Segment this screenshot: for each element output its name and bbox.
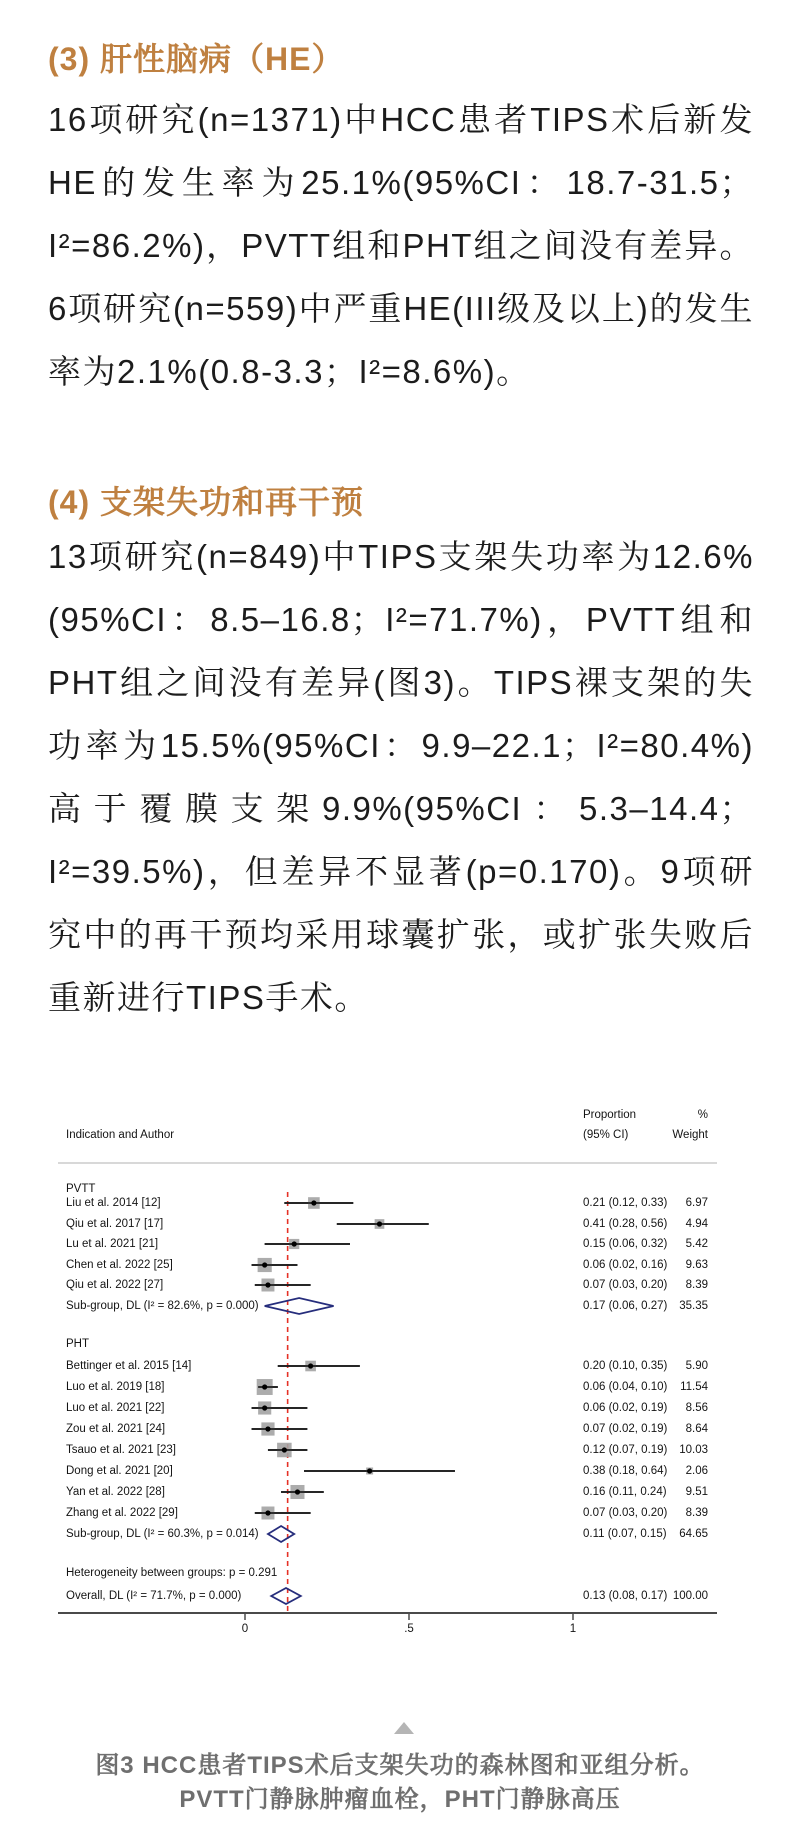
study-ci-value: 0.07 (0.03, 0.20) bbox=[583, 1507, 668, 1519]
section-heading-4: (4) 支架失功和再干预 bbox=[48, 484, 365, 520]
study-label: Zhang et al. 2022 [29] bbox=[66, 1507, 178, 1519]
study-weight: 5.42 bbox=[685, 1238, 708, 1250]
study-weight: 8.39 bbox=[685, 1507, 708, 1519]
study-weight: 6.97 bbox=[685, 1197, 708, 1209]
study-ci-value: 0.07 (0.02, 0.19) bbox=[583, 1423, 668, 1435]
study-ci-value: 0.15 (0.06, 0.32) bbox=[583, 1238, 668, 1250]
forest-plot-figure bbox=[0, 1105, 800, 1665]
study-label: Zou et al. 2021 [24] bbox=[66, 1423, 166, 1435]
pooled-ci-value: 0.11 (0.07, 0.15) bbox=[583, 1528, 667, 1540]
study-label: Luo et al. 2019 [18] bbox=[66, 1381, 165, 1393]
study-weight: 8.64 bbox=[685, 1423, 708, 1435]
group-label: PVTT bbox=[66, 1183, 96, 1195]
study-label: Lu et al. 2021 [21] bbox=[66, 1238, 159, 1250]
study-ci-value: 0.12 (0.07, 0.19) bbox=[583, 1444, 668, 1456]
study-label: Qiu et al. 2022 [27] bbox=[66, 1279, 164, 1291]
axis-tick-label: 1 bbox=[569, 1623, 577, 1635]
column-header-proportion: Proportion bbox=[583, 1109, 637, 1121]
column-header-author: Indication and Author bbox=[66, 1129, 175, 1141]
subgroup-label: Sub-group, DL (I² = 60.3%, p = 0.014) bbox=[66, 1528, 259, 1540]
paragraph-he: 16项研究(n=1371)中HCC患者TIPS术后新发HE的发生率为25.1%(95%CI：18.7-31.5；I²=86.2%)，PVTT组和PHT组之间没有差异。6项研究(n=559)中严重HE(III级及以上)的发生率为2.1%(0.8-3.3；I²=8.6%)。 bbox=[48, 101, 754, 390]
column-header-percent: % bbox=[697, 1109, 708, 1121]
study-ci-value: 0.38 (0.18, 0.64) bbox=[583, 1465, 668, 1477]
study-ci-value: 0.21 (0.12, 0.33) bbox=[583, 1197, 668, 1209]
paragraph-stent: 13项研究(n=849)中TIPS支架失功率为12.6%(95%CI：8.5–16.8；I²=71.7%)，PVTT组和PHT组之间没有差异(图3)。TIPS裸支架的失功率为15.5%(95%CI：9.9–22.1；I²=80.4%)高于覆膜支架9.9%(95%CI：5.3–14.4；I²=39.5%)，但差异不显著(p=0.170)。9项研究中的再干预均采用球囊扩张，或扩张失败后重新进行TIPS手术。 bbox=[48, 538, 754, 1016]
figure-caption-line2: PVTT门静脉肿瘤血栓，PHT门静脉高压 bbox=[179, 1786, 621, 1813]
overall-label: Overall, DL (I² = 71.7%, p = 0.000) bbox=[66, 1590, 242, 1602]
study-weight: 10.03 bbox=[679, 1444, 708, 1456]
subgroup-label: Sub-group, DL (I² = 82.6%, p = 0.000) bbox=[66, 1300, 259, 1312]
study-label: Bettinger et al. 2015 [14] bbox=[66, 1360, 192, 1372]
study-label: Dong et al. 2021 [20] bbox=[66, 1465, 173, 1477]
study-label: Yan et al. 2022 [28] bbox=[66, 1486, 165, 1498]
study-weight: 2.06 bbox=[685, 1465, 708, 1477]
study-ci-value: 0.07 (0.03, 0.20) bbox=[583, 1279, 668, 1291]
study-label: Tsauo et al. 2021 [23] bbox=[66, 1444, 176, 1456]
study-ci-value: 0.06 (0.04, 0.10) bbox=[583, 1381, 668, 1393]
pooled-ci-value: 0.13 (0.08, 0.17) bbox=[583, 1590, 668, 1602]
group-label: PHT bbox=[66, 1338, 89, 1350]
study-weight: 9.63 bbox=[685, 1259, 708, 1271]
pooled-weight: 35.35 bbox=[679, 1300, 708, 1312]
axis-tick-label: 0 bbox=[241, 1623, 249, 1635]
study-weight: 11.54 bbox=[680, 1381, 708, 1393]
study-label: Chen et al. 2022 [25] bbox=[66, 1259, 173, 1271]
study-ci-value: 0.41 (0.28, 0.56) bbox=[583, 1218, 668, 1230]
pooled-ci-value: 0.17 (0.06, 0.27) bbox=[583, 1300, 668, 1312]
pooled-weight: 64.65 bbox=[679, 1528, 708, 1540]
pooled-weight: 100.00 bbox=[672, 1590, 708, 1602]
study-weight: 5.90 bbox=[685, 1360, 708, 1372]
study-label: Liu et al. 2014 [12] bbox=[66, 1197, 161, 1209]
study-ci-value: 0.20 (0.10, 0.35) bbox=[583, 1360, 668, 1372]
study-label: Qiu et al. 2017 [17] bbox=[66, 1218, 164, 1230]
study-weight: 9.51 bbox=[685, 1486, 708, 1498]
study-weight: 8.56 bbox=[685, 1402, 708, 1414]
axis-tick-label: .5 bbox=[404, 1623, 414, 1635]
study-weight: 4.94 bbox=[685, 1218, 708, 1230]
study-ci-value: 0.06 (0.02, 0.16) bbox=[583, 1259, 668, 1271]
column-header-weight: Weight bbox=[672, 1129, 708, 1141]
study-label: Luo et al. 2021 [22] bbox=[66, 1402, 165, 1414]
study-weight: 8.39 bbox=[685, 1279, 708, 1291]
divider-triangle-icon bbox=[394, 1722, 414, 1734]
section-heading-3: (3) 肝性脑病（HE） bbox=[48, 41, 345, 77]
study-ci-value: 0.16 (0.11, 0.24) bbox=[583, 1486, 667, 1498]
heterogeneity-note: Heterogeneity between groups: p = 0.291 bbox=[66, 1567, 278, 1579]
study-ci-value: 0.06 (0.02, 0.19) bbox=[583, 1402, 668, 1414]
column-header-ci: (95% CI) bbox=[583, 1129, 629, 1141]
figure-caption-line1: 图3 HCC患者TIPS术后支架失功的森林图和亚组分析。 bbox=[95, 1752, 705, 1779]
